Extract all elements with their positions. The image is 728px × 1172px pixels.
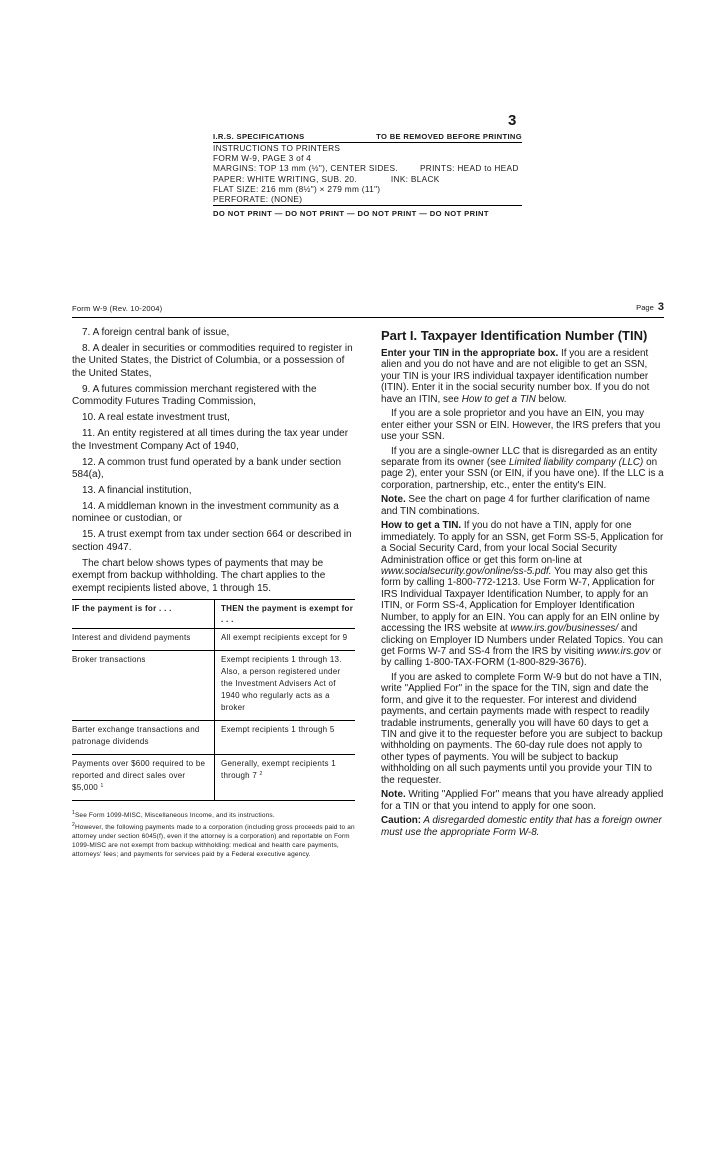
note-text: See the chart on page 4 for further clarification of name and TIN combinations. [381,494,650,517]
footnote-ref: 2 [259,771,263,778]
enter-tin-heading: Enter your TIN in the appropriate box. [381,348,559,359]
applied-for-paragraph: If you are asked to complete Form W-9 but do not have a TIN, write "Applied For" in the space for the TIN, sign and date the form, and give it to the requester. For interest and dividend payments, and certain payments made with respect to readily tradable instruments, generally you will have 60 days to get a TIN and give it to the requester before you are subject to backup withholding on payments. The 60-day rule does not apply to other types of payments. You will be subject to backup withholding on all such payments until you provide your TIN to the requester. [381,671,663,786]
ss5-url: www.socialsecurity.gov/online/ss-5.pdf. [381,566,552,578]
footnotes [72,811,355,859]
llc-text-2: on page 2), enter your SSN (or EIN, if you have one). If the LLC is a corporation, partnership, etc., enter the entity's EIN. [381,457,664,491]
spec-ink: INK: BLACK [390,173,440,184]
irs-businesses-url: www.irs.gov/businesses/ [510,623,619,635]
caution-text: A disregarded domestic entity that has a foreign owner must use the appropriate Form W-8. [381,815,662,838]
exempt-recipient-item: 7. A foreign central bank of issue, [82,327,230,338]
payment-type-cell: Barter exchange transactions and patronage dividends [72,721,215,755]
table-row [72,721,355,755]
enter-tin-paragraph [381,348,664,405]
right-column [381,328,664,841]
how-text-3: and clicking on Employer ID Numbers under Related Topics. You can get Forms W-7 and SS-4 from the IRS by visiting [381,623,663,657]
footnote-mark: 2 [72,822,75,829]
payment-type-cell: Interest and dividend payments [72,629,215,651]
llc-paragraph [381,446,664,492]
sole-proprietor-paragraph: If you are a sole proprietor and you have an EIN, you may enter either your SSN or EIN. However, the IRS prefers that you use your SSN. [381,408,661,443]
page-label [636,301,664,313]
how-text-1: If you do not have a TIN, apply for one immediately. To apply for an SSN, get Form SS-5, Application for a Social Security Card, from your local Social Security Administration office or get this form on-line at [381,520,664,566]
exemption-cell: Exempt recipients 1 through 5 [215,721,356,755]
exempt-recipient-item: 15. A trust exempt from tax under section 664 or described in section 4947. [72,529,352,553]
spec-paper: PAPER: WHITE WRITING, SUB. 20. [213,173,357,184]
table-header-row [72,600,355,629]
spec-form-page: FORM W-9, PAGE 3 of 4 [213,153,312,164]
footnote-mark: 1 [72,810,75,817]
caution-paragraph [381,815,664,838]
spec-margins: MARGINS: TOP 13 mm (½"), CENTER SIDES. [213,163,398,174]
spec-heading-row [213,132,522,143]
footnote [72,823,355,859]
spec-prints: PRINTS: HEAD to HEAD [419,163,519,174]
spec-instructions: INSTRUCTIONS TO PRINTERS [213,143,341,153]
table-row [72,755,355,801]
enter-tin-end: below. [535,393,567,405]
enter-tin-text: If you are a resident alien and you do not have and are not eligible to get an SSN, your TIN is your IRS individual taxpayer identification number (ITIN). Enter it in the social security number box. If you do not have an ITIN, see [381,348,650,405]
page-word: Page [636,303,654,312]
exempt-recipient-item: 13. A financial institution, [82,485,192,497]
exemption-cell: All exempt recipients except for 9 [215,629,356,651]
footnote-ref: 1 [100,783,104,790]
spec-margins-row [213,163,522,173]
exempt-recipient-item: 12. A common trust fund operated by a bank under section 584(a), [72,456,342,481]
left-column [72,327,355,859]
exemption-cell [215,755,356,801]
page-number: 3 [657,301,664,313]
exempt-payments-table [72,599,355,801]
exemption-cell: Exempt recipients 1 through 13. Also, a person registered under the Investment Advisers Act of 1940 who regularly acts as a broker [215,651,356,721]
table-header-payment: IF the payment is for . . . [72,600,215,629]
do-not-print-line: DO NOT PRINT — DO NOT PRINT — DO NOT PRINT — DO NOT PRINT [213,209,489,219]
caution-label: Caution: [381,815,422,827]
payment-type-text: Payments over $600 required to be reported and direct sales over $5,000 [72,759,206,793]
spec-perforate: PERFORATE: (NONE) [213,194,303,205]
payment-type-cell [72,755,215,801]
how-text-4: or by calling 1-800-TAX-FORM (1-800-829-3676). [381,645,662,669]
how-to-get-tin-heading: How to get a TIN. [381,520,462,532]
part-title: Part I. Taxpayer Identification Number (TIN) [381,328,648,343]
exempt-recipient-item: 10. A real estate investment trust, [82,412,230,424]
footnote [72,811,355,820]
how-to-get-tin-ref: How to get a TIN [461,393,536,405]
exempt-recipient-item: 11. An entity registered at all times during the tax year under the Investment Company Act of 1940, [72,428,349,452]
spec-flat-size: FLAT SIZE: 216 mm (8½") × 279 mm (11") [213,183,381,194]
table-row [72,651,355,721]
footnote-text: However, the following payments made to a corporation (including gross proceeds paid to an attorney under section 6045(f), even if the attorney is a corporation) and reportable on Form 1099-MISC are not exempt from backup withholding: medical and health care payments, attorneys' fees; and payments for services paid by a Federal executive agency. [72,824,355,859]
to-be-removed-label: TO BE REMOVED BEFORE PRINTING [376,132,522,141]
llc-text-1: If you are a single-owner LLC that is disregarded as an entity separate from its owner (see [381,445,658,469]
spec-page-number: 3 [508,112,517,129]
form-revision: Form W-9 (Rev. 10-2004) [72,304,163,313]
table-header-exempt: THEN the payment is exempt for . . . [215,600,356,629]
note-paragraph [381,494,664,517]
spec-paper-row [213,174,522,184]
footnote-text: See Form 1099-MISC, Miscellaneous Income, and its instructions. [74,812,275,820]
exempt-recipient-item: 9. A futures commission merchant registered with the Commodity Futures Trading Commission, [72,383,317,408]
printer-specifications [213,132,522,218]
how-text-2: You may also get this form by calling 1-800-772-1213. Use Form W-7, Application for IRS Individual Taxpayer Identification Number, to apply for an ITIN, or Form SS-4, Application for Employer Identification Number, to apply for an EIN. You can apply for an EIN online by accessing the IRS website at [381,566,660,635]
note-paragraph [381,789,664,812]
table-row [72,629,355,651]
exemption-text: Generally, exempt recipients 1 through 7 [221,759,336,781]
note-text: Writing "Applied For" means that you have already applied for a TIN or that you intend to apply for one soon. [381,789,664,812]
note-label: Note. [381,494,406,506]
note-label: Note. [381,789,406,801]
exempt-recipient-item: 14. A middleman known in the investment community as a nominee or custodian, or [72,501,339,525]
payment-type-cell: Broker transactions [72,651,215,721]
exempt-recipient-item: 8. A dealer in securities or commodities required to register in the United States, the District of Columbia, or a possession of the United States, [72,343,353,379]
chart-intro: The chart below shows types of payments that may be exempt from backup withholding. The chart applies to the exempt recipients listed above, 1 through 15. [72,557,326,594]
page-header [72,303,664,318]
llc-ref: Limited liability company (LLC) [508,457,644,469]
irs-url: www.irs.gov [597,645,650,657]
irs-specifications-label: I.R.S. SPECIFICATIONS [213,132,305,141]
how-to-get-tin-paragraph [381,520,664,668]
